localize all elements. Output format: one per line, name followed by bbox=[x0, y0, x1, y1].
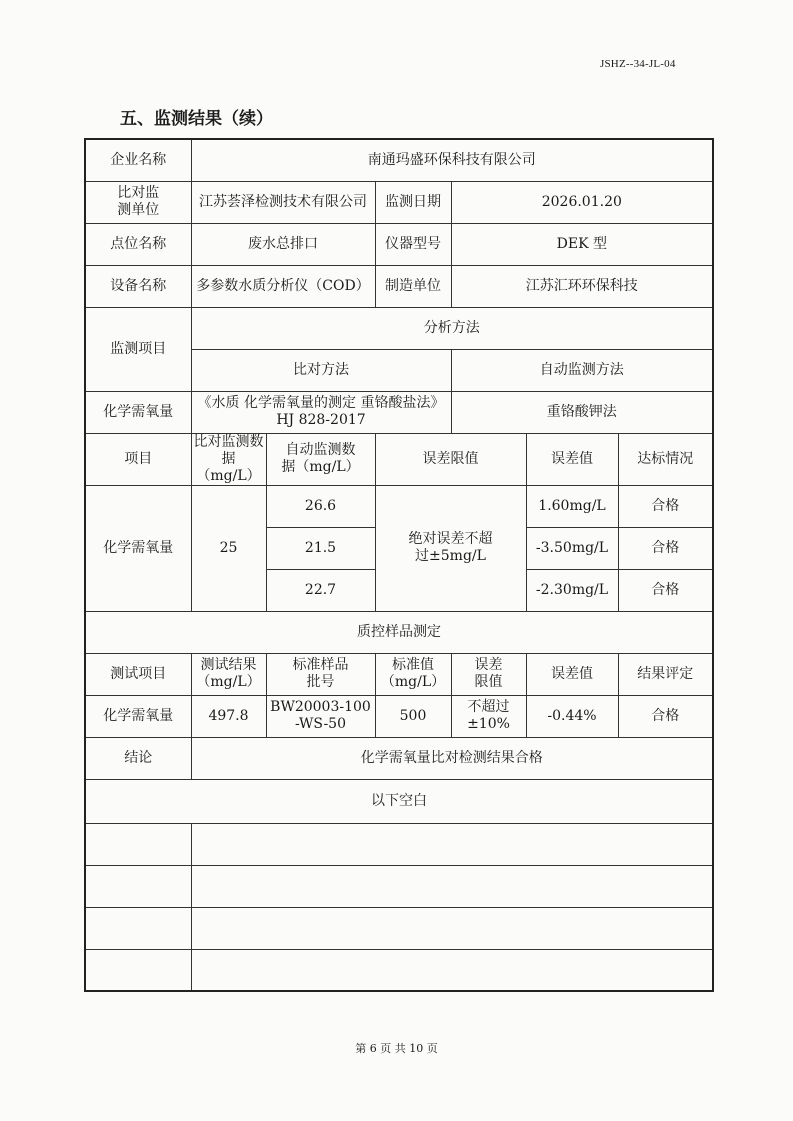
empty-cell bbox=[191, 907, 713, 949]
device-label: 设备名称 bbox=[85, 265, 191, 307]
qc-result-header: 测试结果 （mg/L） bbox=[191, 653, 266, 695]
empty-cell bbox=[85, 907, 191, 949]
results-table bbox=[84, 138, 714, 992]
model-label: 仪器型号 bbox=[375, 223, 451, 265]
qc-row bbox=[85, 695, 713, 737]
monitor-date: 2026.01.20 bbox=[451, 181, 713, 223]
qc-limit: 不超过 ±10% bbox=[451, 695, 526, 737]
compare-data-header: 比对监测数 据（mg/L） bbox=[191, 433, 266, 485]
point-name: 废水总排口 bbox=[191, 223, 375, 265]
empty-cell bbox=[85, 949, 191, 991]
document-code: JSHZ--34-JL-04 bbox=[600, 58, 676, 70]
item-label: 监测项目 bbox=[85, 307, 191, 391]
unit-row bbox=[85, 181, 713, 223]
auto-value: 26.6 bbox=[266, 485, 375, 527]
method-header-row bbox=[85, 307, 713, 349]
qc-batch: BW20003-100 -WS-50 bbox=[266, 695, 375, 737]
maker-name: 江苏汇环环保科技 bbox=[451, 265, 713, 307]
limit-header: 误差限值 bbox=[375, 433, 526, 485]
auto-value: 21.5 bbox=[266, 527, 375, 569]
blank-note-row bbox=[85, 779, 713, 823]
company-name: 南通玛盛环保科技有限公司 bbox=[191, 139, 713, 181]
model-value: DEK 型 bbox=[451, 223, 713, 265]
auto-data-header: 自动监测数 据（mg/L） bbox=[266, 433, 375, 485]
qc-title: 质控样品测定 bbox=[85, 611, 713, 653]
error-header: 误差值 bbox=[526, 433, 618, 485]
qc-eval: 合格 bbox=[618, 695, 713, 737]
compare-parameter: 化学需氧量 bbox=[85, 485, 191, 611]
error-value: -2.30mg/L bbox=[526, 569, 618, 611]
empty-row bbox=[85, 823, 713, 865]
empty-cell bbox=[191, 823, 713, 865]
status-value: 合格 bbox=[618, 527, 713, 569]
compare-method: 《水质 化学需氧量的测定 重铬酸盐法》 HJ 828-2017 bbox=[191, 391, 451, 433]
qc-result: 497.8 bbox=[191, 695, 266, 737]
page-number: 第 6 页 共 10 页 bbox=[355, 1042, 438, 1055]
point-label: 点位名称 bbox=[85, 223, 191, 265]
method-row bbox=[85, 391, 713, 433]
qc-title-row bbox=[85, 611, 713, 653]
qc-std: 500 bbox=[375, 695, 451, 737]
compare-row bbox=[85, 485, 713, 527]
conclusion-label: 结论 bbox=[85, 737, 191, 779]
empty-row bbox=[85, 907, 713, 949]
maker-label: 制造单位 bbox=[375, 265, 451, 307]
qc-item: 化学需氧量 bbox=[85, 695, 191, 737]
qc-eval-header: 结果评定 bbox=[618, 653, 713, 695]
empty-row bbox=[85, 949, 713, 991]
method-parameter: 化学需氧量 bbox=[85, 391, 191, 433]
section-title: 五、监测结果（续） bbox=[120, 109, 273, 129]
empty-row bbox=[85, 865, 713, 907]
error-value: -3.50mg/L bbox=[526, 527, 618, 569]
qc-error: -0.44% bbox=[526, 695, 618, 737]
qc-header-row bbox=[85, 653, 713, 695]
date-label: 监测日期 bbox=[375, 181, 451, 223]
company-row bbox=[85, 139, 713, 181]
compare-value: 25 bbox=[191, 485, 266, 611]
error-value: 1.60mg/L bbox=[526, 485, 618, 527]
empty-cell bbox=[191, 949, 713, 991]
page-footer bbox=[0, 1040, 793, 1056]
qc-item-header: 测试项目 bbox=[85, 653, 191, 695]
empty-cell bbox=[191, 865, 713, 907]
status-value: 合格 bbox=[618, 485, 713, 527]
conclusion-text: 化学需氧量比对检测结果合格 bbox=[191, 737, 713, 779]
compare-header-row bbox=[85, 433, 713, 485]
compare-unit-label: 比对监 测单位 bbox=[85, 181, 191, 223]
device-name: 多参数水质分析仪（COD） bbox=[191, 265, 375, 307]
blank-note: 以下空白 bbox=[85, 779, 713, 823]
qc-limit-header: 误差 限值 bbox=[451, 653, 526, 695]
auto-value: 22.7 bbox=[266, 569, 375, 611]
empty-cell bbox=[85, 865, 191, 907]
analysis-method-label: 分析方法 bbox=[191, 307, 713, 349]
point-row bbox=[85, 223, 713, 265]
compare-unit: 江苏荟泽检测技术有限公司 bbox=[191, 181, 375, 223]
empty-cell bbox=[85, 823, 191, 865]
conclusion-row bbox=[85, 737, 713, 779]
company-label: 企业名称 bbox=[85, 139, 191, 181]
status-value: 合格 bbox=[618, 569, 713, 611]
qc-std-header: 标准值 （mg/L） bbox=[375, 653, 451, 695]
auto-method-label: 自动监测方法 bbox=[451, 349, 713, 391]
qc-batch-header: 标准样品 批号 bbox=[266, 653, 375, 695]
error-limit: 绝对误差不超 过±5mg/L bbox=[375, 485, 526, 611]
device-row bbox=[85, 265, 713, 307]
compare-item-header: 项目 bbox=[85, 433, 191, 485]
status-header: 达标情况 bbox=[618, 433, 713, 485]
compare-method-label: 比对方法 bbox=[191, 349, 451, 391]
auto-method: 重铬酸钾法 bbox=[451, 391, 713, 433]
qc-error-header: 误差值 bbox=[526, 653, 618, 695]
